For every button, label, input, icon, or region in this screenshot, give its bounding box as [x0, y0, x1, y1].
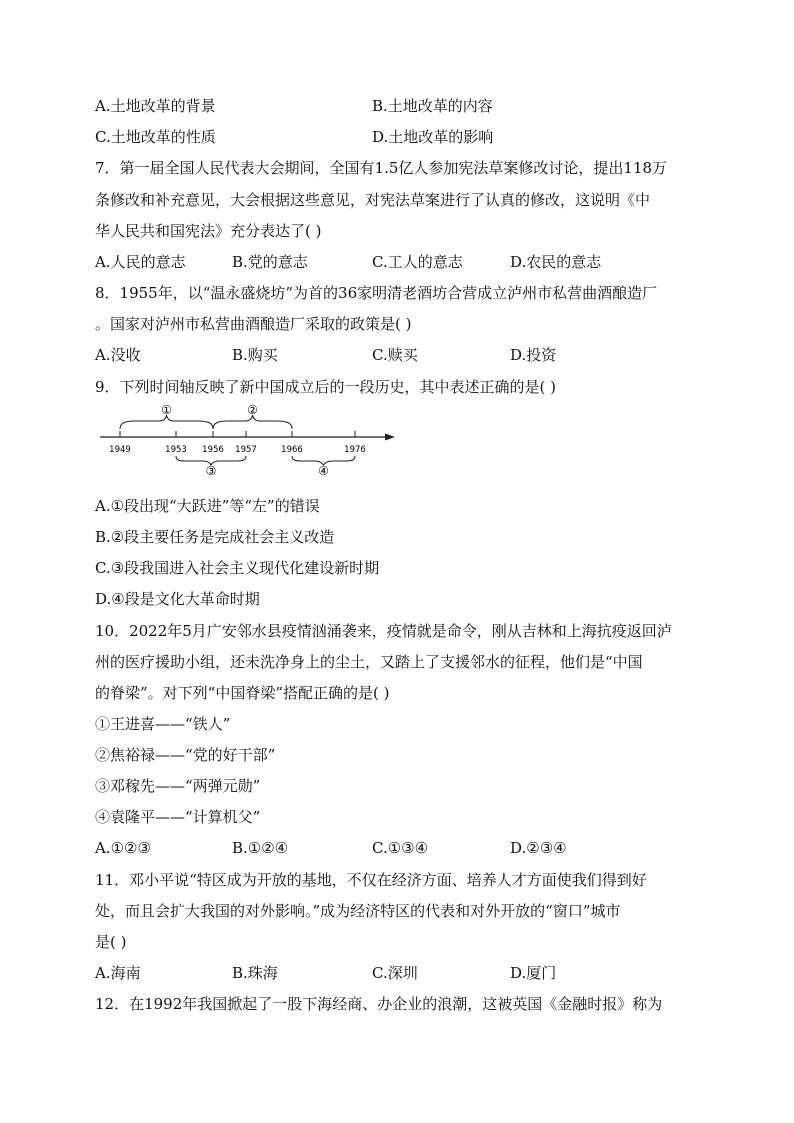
year-label-1976: 1976: [344, 445, 366, 455]
q8-option-c: C.赎买: [372, 346, 418, 364]
timeline-arrow-icon: [385, 434, 395, 441]
q11-option-c: C.深圳: [372, 964, 418, 982]
q11-stem-line-3: 是( ): [95, 933, 127, 951]
q6-option-c: C.土地改革的性质: [95, 128, 216, 146]
q10-option-c: C.①③④: [372, 839, 429, 857]
q10-stem-line-1: 10．2022年5月广安邻水县疫情汹涌袭来，疫情就是命令，刚从吉林和上海抗疫返回泸: [95, 622, 672, 640]
q7-stem-line-3: 华人民共和国宪法》充分表达了( ): [95, 222, 322, 240]
q7-stem-line-1: 7．第一届全国人民代表大会期间，全国有1.5亿人参加宪法草案修改讨论，提出118万: [95, 159, 668, 177]
year-label-1949: 1949: [109, 445, 131, 455]
q10-option-a: A.①②③: [95, 839, 151, 857]
q12-stem-line-1: 12．在1992年我国掀起了一股下海经商、办企业的浪潮，这被英国《金融时报》称为: [95, 995, 663, 1013]
brace-segment-1: [120, 415, 213, 429]
q9-option-d: D.④段是文化大革命时期: [95, 590, 260, 608]
year-label-1966: 1966: [281, 445, 303, 455]
year-label-1957: 1957: [235, 445, 257, 455]
q9-option-c: C.③段我国进入社会主义现代化建设新时期: [95, 559, 380, 577]
q7-option-a: A.人民的意志: [95, 253, 186, 271]
segment-label-1: ①: [161, 405, 172, 417]
q10-stem-line-3: 的脊梁”。对下列“中国脊梁”搭配正确的是( ): [95, 684, 390, 702]
segment-label-4: ④: [318, 464, 329, 477]
q8-option-a: A.没收: [95, 346, 141, 364]
q10-option-d: D.②③④: [510, 839, 567, 857]
q10-stem-line-2: 州的医疗援助小组，还未洗净身上的尘土，又踏上了支援邻水的征程，他们是“中国: [95, 653, 643, 671]
q7-option-c: C.工人的意志: [372, 253, 463, 271]
q6-option-b: B.土地改革的内容: [372, 97, 493, 115]
q11-stem-line-1: 11．邓小平说“特区成为开放的基地，不仅在经济方面、培养人才方面使我们得到好: [95, 871, 647, 889]
q11-option-d: D.厦门: [510, 964, 557, 982]
q11-option-b: B.珠海: [232, 964, 278, 982]
q6-option-d: D.土地改革的影响: [372, 128, 494, 146]
year-label-1956: 1956: [202, 445, 224, 455]
q10-option-b: B.①②④: [232, 839, 289, 857]
q8-option-d: D.投资: [510, 346, 557, 364]
q6-option-a: A.土地改革的背景: [95, 97, 216, 115]
q7-stem-line-2: 条修改和补充意见，大会根据这些意见，对宪法草案进行了认真的修改，这说明《中: [95, 191, 651, 209]
q10-item-4: ④袁隆平——“计算机父”: [95, 808, 261, 826]
segment-label-2: ②: [247, 405, 258, 417]
q9-stem-line-1: 9．下列时间轴反映了新中国成立后的一段历史，其中表述正确的是( ): [95, 378, 557, 396]
q9-option-a: A.①段出现“大跃进”等“左”的错误: [95, 497, 320, 515]
q10-item-1: ①王进喜——“铁人”: [95, 715, 231, 733]
q10-item-2: ②焦裕禄——“党的好干部”: [95, 746, 276, 764]
q7-option-d: D.农民的意志: [510, 253, 602, 271]
segment-label-3: ③: [205, 464, 217, 477]
timeline-figure: [95, 405, 405, 477]
brace-segment-2: [213, 415, 292, 429]
q8-option-b: B.购买: [232, 346, 278, 364]
q11-stem-line-2: 处，而且会扩大我国的对外影响。”成为经济特区的代表和对外开放的“窗口”城市: [95, 902, 621, 920]
year-label-1953: 1953: [165, 445, 187, 455]
q9-option-b: B.②段主要任务是完成社会主义改造: [95, 528, 335, 546]
q10-item-3: ③邓稼先——“两弹元勋”: [95, 777, 261, 795]
q11-option-a: A.海南: [95, 964, 141, 982]
q7-option-b: B.党的意志: [232, 253, 308, 271]
q8-stem-line-1: 8．1955年，以“温永盛烧坊”为首的36家明清老酒坊合营成立泸州市私营曲酒酿造厂: [95, 284, 658, 302]
q8-stem-line-2: 。国家对泸州市私营曲酒酿造厂采取的政策是( ): [95, 315, 412, 333]
